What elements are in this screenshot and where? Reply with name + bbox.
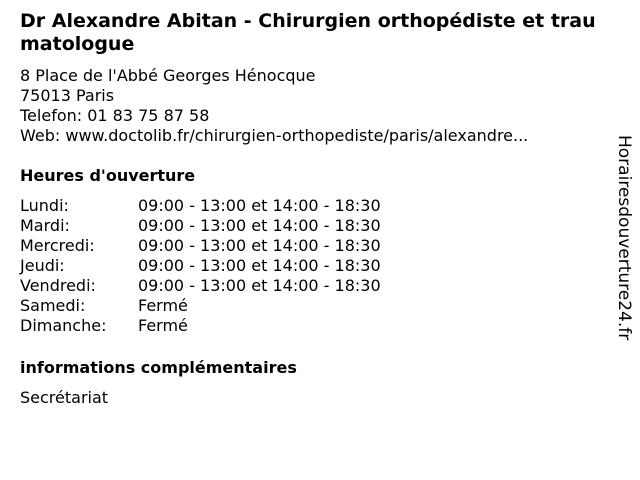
brand-watermark: Horairesdouverture24.fr [614, 135, 634, 341]
hours-row-tuesday [20, 216, 610, 236]
page-title: Dr Alexandre Abitan - Chirurgien orthopédiste et traumatologue [20, 10, 596, 55]
hours-row-saturday [20, 296, 610, 316]
hours-time: 09:00 - 13:00 et 14:00 - 18:30 [138, 276, 381, 295]
city: 75013 Paris [20, 86, 115, 105]
hours-day: Jeudi: [20, 256, 65, 275]
hours-day: Samedi: [20, 296, 86, 315]
hours-row-monday [20, 196, 610, 216]
hours-time: 09:00 - 13:00 et 14:00 - 18:30 [138, 236, 381, 255]
extra-info-heading: informations complémentaires [20, 358, 297, 377]
hours-row-thursday [20, 256, 610, 276]
main-content [20, 10, 610, 408]
hours-row-sunday [20, 316, 610, 336]
hours-time: 09:00 - 13:00 et 14:00 - 18:30 [138, 196, 381, 215]
hours-time: Fermé [138, 296, 188, 315]
opening-hours-heading: Heures d'ouverture [20, 166, 196, 185]
hours-day: Mercredi: [20, 236, 95, 255]
hours-time: 09:00 - 13:00 et 14:00 - 18:30 [138, 256, 381, 275]
hours-day: Dimanche: [20, 316, 107, 335]
address-block [20, 66, 610, 146]
hours-row-wednesday [20, 236, 610, 256]
hours-time: 09:00 - 13:00 et 14:00 - 18:30 [138, 216, 381, 235]
street-address: 8 Place de l'Abbé Georges Hénocque [20, 66, 316, 85]
hours-row-friday [20, 276, 610, 296]
hours-day: Lundi: [20, 196, 69, 215]
website: Web: www.doctolib.fr/chirurgien-orthopediste/paris/alexandre... [20, 126, 529, 145]
hours-time: Fermé [138, 316, 188, 335]
opening-hours-table [20, 196, 610, 336]
hours-day: Vendredi: [20, 276, 96, 295]
hours-day: Mardi: [20, 216, 70, 235]
extra-info-item: Secrétariat [20, 388, 109, 407]
phone: Telefon: 01 83 75 87 58 [20, 106, 210, 125]
